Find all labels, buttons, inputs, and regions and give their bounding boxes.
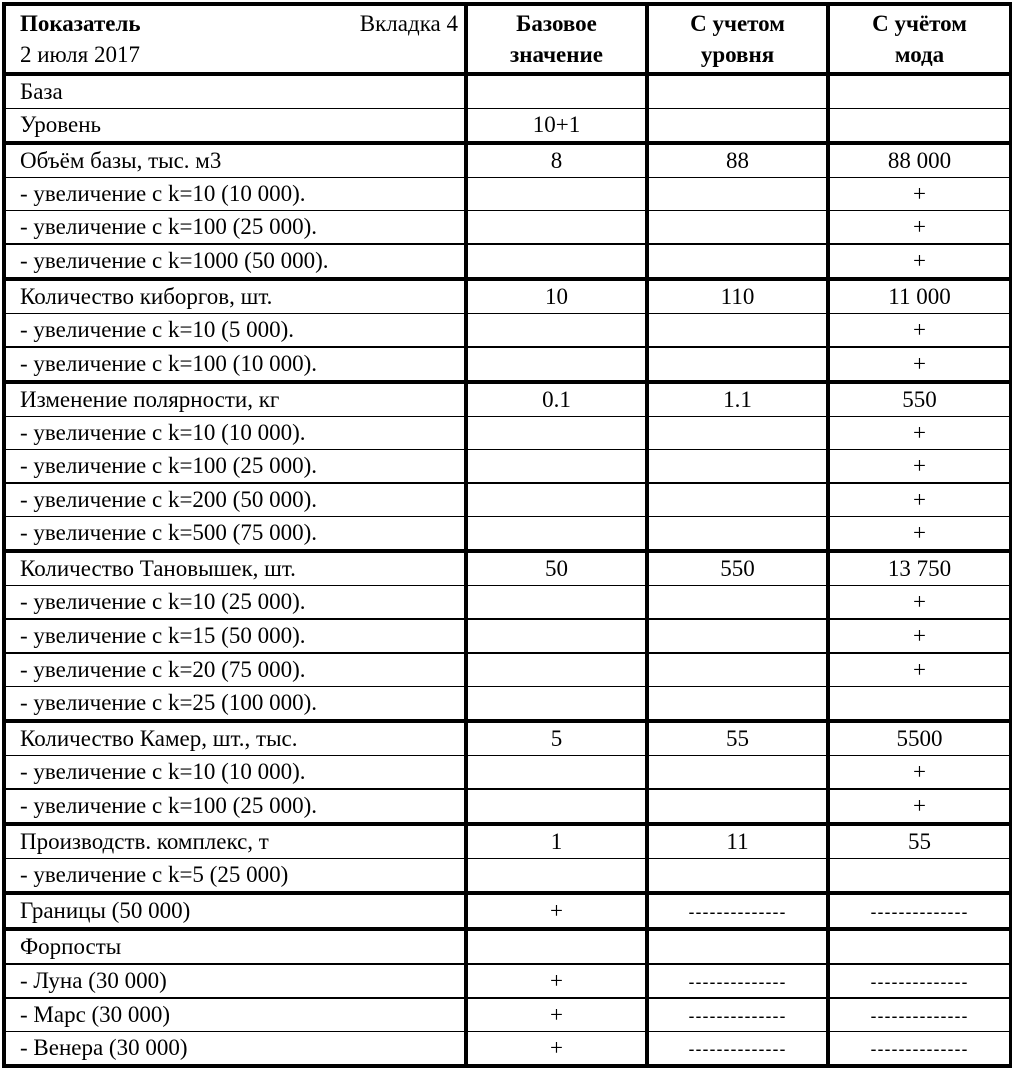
- cell-base: [466, 824, 647, 859]
- row-label-text: - Луна (30 000): [20, 968, 167, 993]
- table-row: [4, 143, 1011, 178]
- cell-mod-text: +: [913, 657, 926, 682]
- cell-level: [647, 824, 828, 859]
- table-row: [4, 653, 1011, 687]
- table-row: [4, 450, 1011, 484]
- row-label: [4, 551, 466, 586]
- row-label-text: Уровень: [20, 112, 101, 137]
- cell-mod-text: 55: [908, 829, 931, 854]
- table-row: [4, 619, 1011, 653]
- cell-level: [647, 964, 828, 998]
- cell-base: [466, 279, 647, 314]
- row-label: [4, 382, 466, 417]
- cell-mod: [828, 279, 1011, 314]
- cell-mod: [828, 824, 1011, 859]
- table-row: [4, 687, 1011, 722]
- cell-mod-text: --------------: [870, 1038, 969, 1059]
- row-label: [4, 586, 466, 620]
- table-row: [4, 859, 1011, 894]
- cell-base-text: 10: [545, 284, 568, 309]
- cell-mod: [828, 178, 1011, 211]
- row-label-text: - увеличение с k=100 (25 000).: [20, 214, 317, 239]
- row-label-text: Объём базы, тыс. м3: [20, 148, 222, 173]
- cell-level-text: 550: [720, 556, 755, 581]
- cell-base: [466, 756, 647, 790]
- table-row: [4, 244, 1011, 279]
- cell-mod: [828, 687, 1011, 722]
- cell-level: [647, 517, 828, 552]
- row-label: [4, 893, 466, 929]
- table-row: [4, 382, 1011, 417]
- cell-mod-text: +: [913, 487, 926, 512]
- cell-level-text: 88: [726, 148, 749, 173]
- cell-base-text: +: [550, 1002, 563, 1027]
- row-label-text: - увеличение с k=25 (100 000).: [20, 690, 317, 715]
- cell-mod-text: +: [913, 214, 926, 239]
- row-label-text: Изменение полярности, кг: [20, 387, 280, 412]
- cell-base: [466, 586, 647, 620]
- cell-mod: [828, 314, 1011, 348]
- cell-mod-text: +: [913, 623, 926, 648]
- column-header-mod-line2: мода: [894, 42, 945, 67]
- cell-mod: [828, 756, 1011, 790]
- column-header-level: [647, 4, 828, 74]
- row-label-text: - увеличение с k=100 (25 000).: [20, 793, 317, 818]
- cell-level: [647, 551, 828, 586]
- cell-base: [466, 417, 647, 450]
- row-label: [4, 1032, 466, 1067]
- row-label-text: - увеличение с k=10 (10 000).: [20, 420, 306, 445]
- header-title: Показатель: [20, 11, 141, 36]
- cell-level-text: --------------: [688, 971, 787, 992]
- column-header-level-line1: С учетом: [690, 11, 785, 36]
- cell-level: [647, 74, 828, 109]
- cell-level: [647, 1032, 828, 1067]
- cell-base: [466, 893, 647, 929]
- cell-base: [466, 211, 647, 245]
- cell-base: [466, 178, 647, 211]
- column-header-base-line2: значение: [510, 42, 603, 67]
- row-label: [4, 789, 466, 824]
- cell-base: [466, 382, 647, 417]
- row-label-text: - увеличение с k=1000 (50 000).: [20, 248, 329, 273]
- cell-level: [647, 653, 828, 687]
- row-label-text: - увеличение с k=100 (10 000).: [20, 351, 317, 376]
- row-label: [4, 143, 466, 178]
- cell-level-text: --------------: [688, 901, 787, 922]
- table-row: [4, 347, 1011, 382]
- row-label: [4, 756, 466, 790]
- cell-mod-text: +: [913, 759, 926, 784]
- table-row: [4, 483, 1011, 517]
- row-label-text: База: [20, 79, 63, 104]
- row-label: [4, 517, 466, 552]
- cell-base: [466, 74, 647, 109]
- row-label: [4, 178, 466, 211]
- row-label: [4, 998, 466, 1032]
- cell-level: [647, 687, 828, 722]
- cell-mod: [828, 143, 1011, 178]
- cell-mod-text: --------------: [870, 1005, 969, 1026]
- row-label: [4, 314, 466, 348]
- cell-mod: [828, 964, 1011, 998]
- cell-level-text: 11: [726, 829, 749, 854]
- column-header-mod-line1: С учётом: [872, 11, 967, 36]
- row-label-text: - увеличение с k=10 (10 000).: [20, 181, 306, 206]
- cell-mod: [828, 929, 1011, 964]
- cell-level-text: --------------: [688, 1038, 787, 1059]
- cell-base: [466, 244, 647, 279]
- table-body: [4, 74, 1011, 1066]
- cell-level-text: 55: [726, 726, 749, 751]
- cell-mod: [828, 893, 1011, 929]
- row-label: [4, 417, 466, 450]
- row-label-text: Количество Тановышек, шт.: [20, 556, 296, 581]
- column-header-base: [466, 4, 647, 74]
- cell-level: [647, 586, 828, 620]
- row-label-text: Производств. комплекс, т: [20, 829, 269, 854]
- cell-mod-text: 5500: [896, 726, 943, 751]
- row-label-text: - увеличение с k=10 (10 000).: [20, 759, 306, 784]
- cell-level: [647, 450, 828, 484]
- row-label-text: - увеличение с k=10 (5 000).: [20, 317, 294, 342]
- cell-level: [647, 859, 828, 894]
- row-label: [4, 964, 466, 998]
- cell-base-text: 1: [550, 829, 563, 854]
- cell-base: [466, 551, 647, 586]
- cell-mod-text: +: [913, 793, 926, 818]
- cell-mod-text: +: [913, 248, 926, 273]
- cell-base: [466, 721, 647, 756]
- cell-mod: [828, 653, 1011, 687]
- cell-mod: [828, 347, 1011, 382]
- row-label-text: Границы (50 000): [20, 898, 191, 923]
- cell-base-text: 50: [545, 556, 568, 581]
- column-header-base-line1: Базовое: [516, 11, 597, 36]
- table-row: [4, 1032, 1011, 1067]
- row-label: [4, 687, 466, 722]
- cell-base-text: +: [550, 968, 563, 993]
- cell-level: [647, 314, 828, 348]
- table-row: [4, 721, 1011, 756]
- cell-mod-text: 88 000: [887, 148, 952, 173]
- header-tab-label: Вкладка 4: [359, 11, 458, 36]
- cell-base: [466, 109, 647, 144]
- cell-base: [466, 314, 647, 348]
- row-label: [4, 279, 466, 314]
- row-label: [4, 211, 466, 245]
- cell-mod-text: --------------: [870, 971, 969, 992]
- row-label: [4, 929, 466, 964]
- cell-base: [466, 450, 647, 484]
- cell-mod: [828, 450, 1011, 484]
- cell-level: [647, 143, 828, 178]
- row-label-text: - Венера (30 000): [20, 1035, 188, 1060]
- row-label: [4, 244, 466, 279]
- cell-base: [466, 859, 647, 894]
- cell-level: [647, 211, 828, 245]
- row-label: [4, 619, 466, 653]
- cell-level: [647, 244, 828, 279]
- cell-base-text: 5: [550, 726, 563, 751]
- row-label-text: - увеличение с k=100 (25 000).: [20, 453, 317, 478]
- cell-mod-text: 11 000: [888, 284, 951, 309]
- cell-base: [466, 687, 647, 722]
- cell-level: [647, 347, 828, 382]
- cell-base: [466, 347, 647, 382]
- cell-base-text: +: [550, 898, 563, 923]
- cell-level-text: 110: [720, 284, 755, 309]
- cell-mod: [828, 1032, 1011, 1067]
- row-label-text: - увеличение с k=500 (75 000).: [20, 520, 317, 545]
- row-label: [4, 859, 466, 894]
- cell-mod-text: +: [913, 520, 926, 545]
- table-row: [4, 178, 1011, 211]
- row-label: [4, 721, 466, 756]
- table-row: [4, 756, 1011, 790]
- row-label: [4, 347, 466, 382]
- cell-mod: [828, 789, 1011, 824]
- cell-level: [647, 998, 828, 1032]
- cell-mod-text: +: [913, 351, 926, 376]
- table-row: [4, 74, 1011, 109]
- cell-base: [466, 517, 647, 552]
- cell-level: [647, 279, 828, 314]
- cell-mod: [828, 586, 1011, 620]
- cell-mod: [828, 998, 1011, 1032]
- cell-base: [466, 789, 647, 824]
- table-row: [4, 279, 1011, 314]
- cell-mod-text: 550: [902, 387, 937, 412]
- cell-level: [647, 619, 828, 653]
- row-label: [4, 483, 466, 517]
- table-row: [4, 824, 1011, 859]
- cell-mod: [828, 619, 1011, 653]
- table-row: [4, 211, 1011, 245]
- cell-level: [647, 893, 828, 929]
- cell-mod-text: --------------: [870, 901, 969, 922]
- cell-mod-text: +: [913, 420, 926, 445]
- cell-mod-text: +: [913, 589, 926, 614]
- cell-base-text: 10+1: [532, 112, 581, 137]
- cell-level: [647, 109, 828, 144]
- cell-mod: [828, 109, 1011, 144]
- row-label-text: Количество киборгов, шт.: [20, 284, 273, 309]
- row-label: [4, 653, 466, 687]
- cell-mod: [828, 74, 1011, 109]
- cell-base: [466, 653, 647, 687]
- row-label-text: Форпосты: [20, 934, 122, 959]
- header-indicator-cell: [4, 4, 466, 74]
- row-label-text: Количество Камер, шт., тыс.: [20, 726, 298, 751]
- row-label-text: - увеличение с k=200 (50 000).: [20, 487, 317, 512]
- cell-base: [466, 143, 647, 178]
- row-label-text: - увеличение с k=20 (75 000).: [20, 657, 306, 682]
- cell-level-text: 1.1: [723, 387, 752, 412]
- row-label: [4, 450, 466, 484]
- cell-mod-text: +: [913, 317, 926, 342]
- cell-base-text: +: [550, 1035, 563, 1060]
- cell-level: [647, 929, 828, 964]
- row-label: [4, 109, 466, 144]
- table-row: [4, 998, 1011, 1032]
- table-row: [4, 417, 1011, 450]
- table-row: [4, 314, 1011, 348]
- cell-mod: [828, 517, 1011, 552]
- cell-mod: [828, 859, 1011, 894]
- cell-level: [647, 756, 828, 790]
- row-label-text: - увеличение с k=5 (25 000): [20, 862, 289, 887]
- cell-level: [647, 178, 828, 211]
- table-row: [4, 586, 1011, 620]
- cell-level: [647, 789, 828, 824]
- cell-mod: [828, 382, 1011, 417]
- cell-mod: [828, 483, 1011, 517]
- table-row: [4, 893, 1011, 929]
- indicator-table: [2, 2, 1012, 1068]
- cell-mod-text: 13 750: [887, 556, 952, 581]
- table-row: [4, 929, 1011, 964]
- row-label: [4, 824, 466, 859]
- table-row: [4, 109, 1011, 144]
- column-header-level-line2: уровня: [700, 42, 775, 67]
- table-row: [4, 789, 1011, 824]
- column-header-mod: [828, 4, 1011, 74]
- cell-base: [466, 483, 647, 517]
- cell-mod-text: +: [913, 453, 926, 478]
- cell-level: [647, 417, 828, 450]
- cell-base: [466, 998, 647, 1032]
- cell-mod: [828, 211, 1011, 245]
- cell-base: [466, 619, 647, 653]
- row-label-text: - Марс (30 000): [20, 1002, 171, 1027]
- cell-mod: [828, 551, 1011, 586]
- cell-base-text: 8: [550, 148, 563, 173]
- cell-level: [647, 483, 828, 517]
- cell-mod-text: +: [913, 181, 926, 206]
- cell-level: [647, 721, 828, 756]
- cell-mod: [828, 721, 1011, 756]
- cell-mod: [828, 244, 1011, 279]
- cell-base: [466, 1032, 647, 1067]
- cell-level: [647, 382, 828, 417]
- cell-base: [466, 929, 647, 964]
- table-header-row: [4, 4, 1011, 74]
- cell-base-text: 0.1: [542, 387, 571, 412]
- table-row: [4, 964, 1011, 998]
- row-label-text: - увеличение с k=10 (25 000).: [20, 589, 306, 614]
- header-date: 2 июля 2017: [20, 42, 140, 67]
- cell-level-text: --------------: [688, 1005, 787, 1026]
- table-row: [4, 551, 1011, 586]
- cell-mod: [828, 417, 1011, 450]
- row-label: [4, 74, 466, 109]
- cell-base: [466, 964, 647, 998]
- table-row: [4, 517, 1011, 552]
- row-label-text: - увеличение с k=15 (50 000).: [20, 623, 306, 648]
